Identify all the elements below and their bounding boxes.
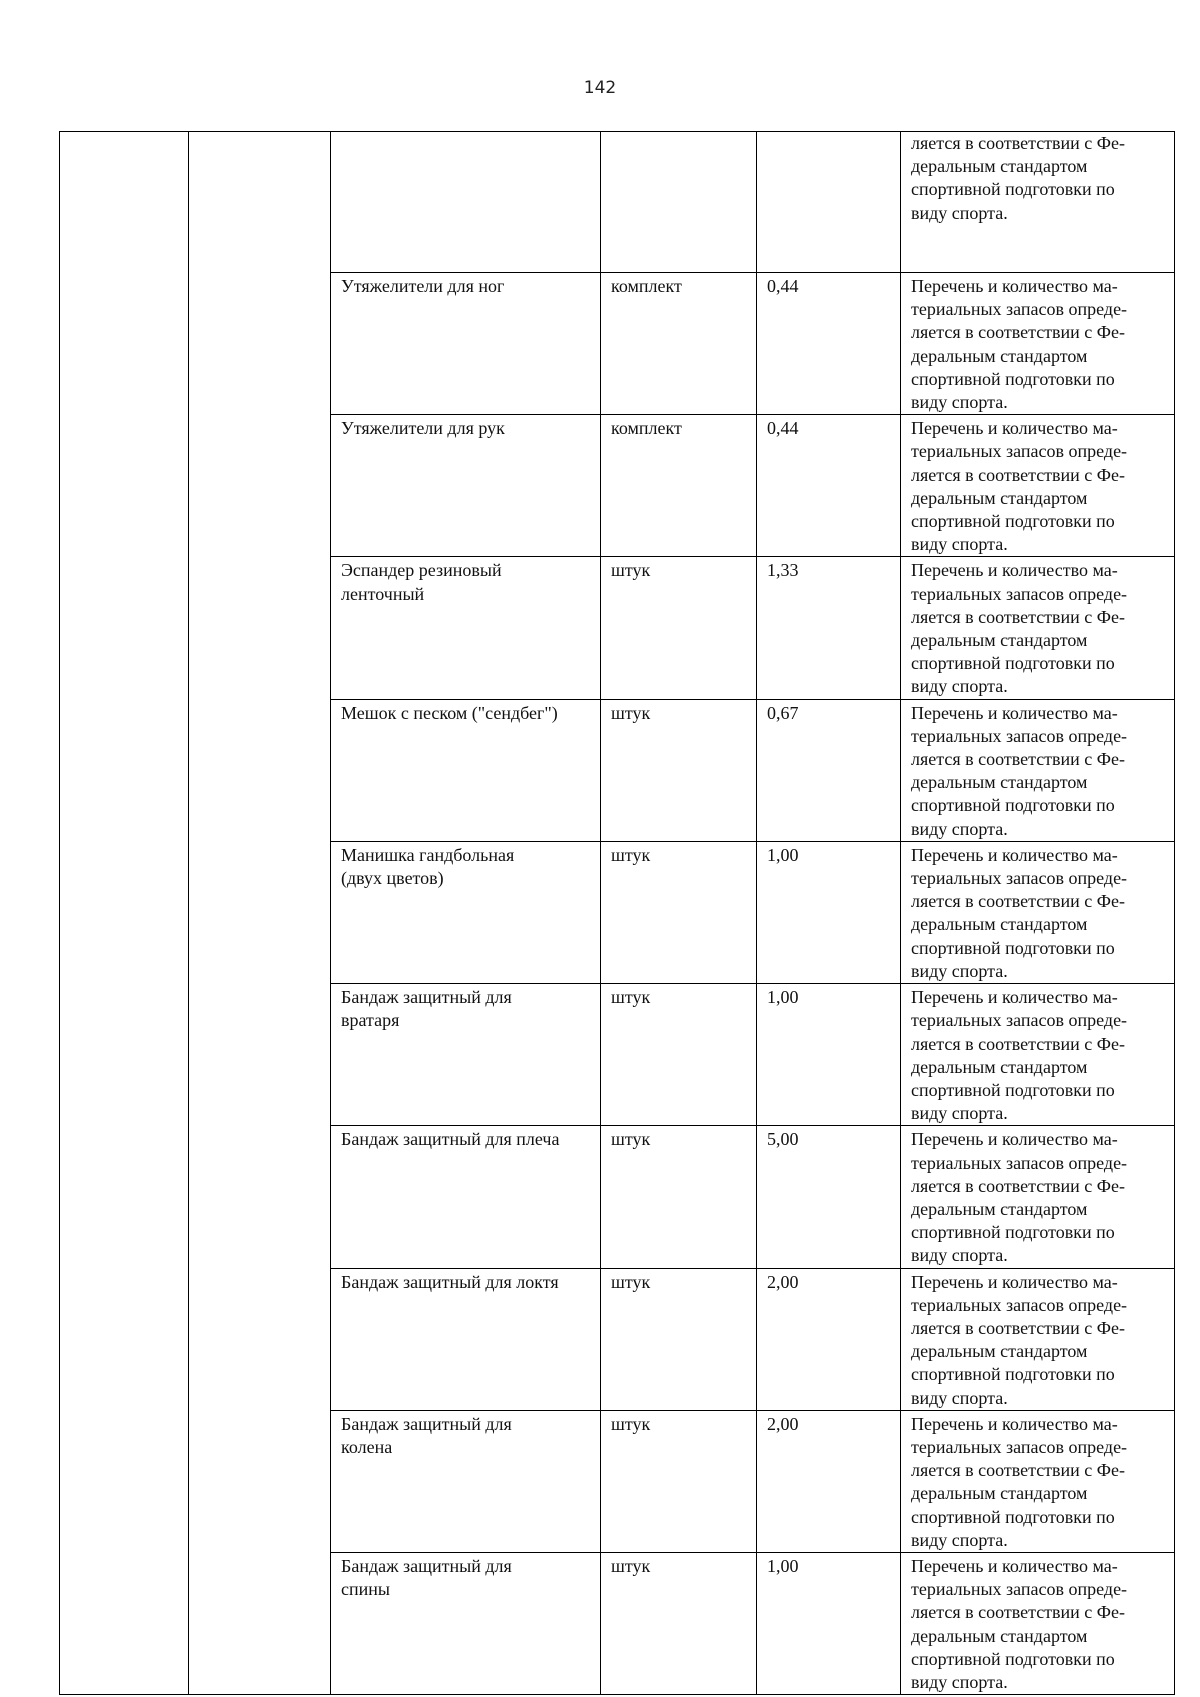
cell-qty: 1,00 — [757, 841, 901, 983]
cell-unit: штук — [601, 699, 757, 841]
cell-note: Перечень и количество ма- териальных запасов опреде- ляется в соответствии с Фе- деральным стандартом спортивной подготовки по виду спорта. — [901, 1126, 1175, 1268]
cell-qty — [757, 132, 901, 273]
cell-name: Бандаж защитный для плеча — [331, 1126, 601, 1268]
cell-unit: штук — [601, 1552, 757, 1694]
cell-unit: штук — [601, 557, 757, 699]
cell-note: Перечень и количество ма- териальных запасов опреде- ляется в соответствии с Фе- деральным стандартом спортивной подготовки по виду спорта. — [901, 557, 1175, 699]
cell-note: Перечень и количество ма- териальных запасов опреде- ляется в соответствии с Фе- деральным стандартом спортивной подготовки по виду спорта. — [901, 1552, 1175, 1694]
cell-qty: 1,00 — [757, 1552, 901, 1694]
cell-note: ляется в соответствии с Фе- деральным стандартом спортивной подготовки по виду спорта. — [901, 132, 1175, 273]
cell-unit: комплект — [601, 415, 757, 557]
cell-qty: 0,67 — [757, 699, 901, 841]
cell-note: Перечень и количество ма- териальных запасов опреде- ляется в соответствии с Фе- деральным стандартом спортивной подготовки по виду спорта. — [901, 841, 1175, 983]
cell-name: Мешок с песком ("сендбег") — [331, 699, 601, 841]
cell-name: Утяжелители для рук — [331, 415, 601, 557]
cell-qty: 2,00 — [757, 1268, 901, 1410]
equipment-table — [59, 131, 1175, 1695]
cell-unit: комплект — [601, 273, 757, 415]
cell-name: Утяжелители для ног — [331, 273, 601, 415]
cell-qty: 1,33 — [757, 557, 901, 699]
cell-qty: 5,00 — [757, 1126, 901, 1268]
cell-name: Эспандер резиновый ленточный — [331, 557, 601, 699]
cell-note: Перечень и количество ма- териальных запасов опреде- ляется в соответствии с Фе- деральным стандартом спортивной подготовки по виду спорта. — [901, 1410, 1175, 1552]
cell-unit: штук — [601, 1126, 757, 1268]
cell-note: Перечень и количество ма- териальных запасов опреде- ляется в соответствии с Фе- деральным стандартом спортивной подготовки по виду спорта. — [901, 984, 1175, 1126]
cell-qty: 2,00 — [757, 1410, 901, 1552]
cell-unit — [601, 132, 757, 273]
cell-note: Перечень и количество ма- териальных запасов опреде- ляется в соответствии с Фе- деральным стандартом спортивной подготовки по виду спорта. — [901, 699, 1175, 841]
cell-qty: 0,44 — [757, 273, 901, 415]
cell-unit: штук — [601, 984, 757, 1126]
cell-name: Бандаж защитный для вратаря — [331, 984, 601, 1126]
merged-cell-category — [189, 132, 331, 1695]
cell-unit: штук — [601, 1410, 757, 1552]
cell-name — [331, 132, 601, 273]
cell-name: Манишка гандбольная (двух цветов) — [331, 841, 601, 983]
cell-qty: 1,00 — [757, 984, 901, 1126]
cell-name: Бандаж защитный для спины — [331, 1552, 601, 1694]
cell-unit: штук — [601, 1268, 757, 1410]
page-number: 142 — [583, 78, 617, 98]
cell-note: Перечень и количество ма- териальных запасов опреде- ляется в соответствии с Фе- деральным стандартом спортивной подготовки по виду спорта. — [901, 273, 1175, 415]
cell-qty: 0,44 — [757, 415, 901, 557]
cell-note: Перечень и количество ма- териальных запасов опреде- ляется в соответствии с Фе- деральным стандартом спортивной подготовки по виду спорта. — [901, 415, 1175, 557]
merged-cell-number — [60, 132, 189, 1695]
cell-unit: штук — [601, 841, 757, 983]
cell-name: Бандаж защитный для колена — [331, 1410, 601, 1552]
cell-note: Перечень и количество ма- териальных запасов опреде- ляется в соответствии с Фе- деральным стандартом спортивной подготовки по виду спорта. — [901, 1268, 1175, 1410]
table-row-continuation — [60, 132, 1175, 273]
cell-name: Бандаж защитный для локтя — [331, 1268, 601, 1410]
